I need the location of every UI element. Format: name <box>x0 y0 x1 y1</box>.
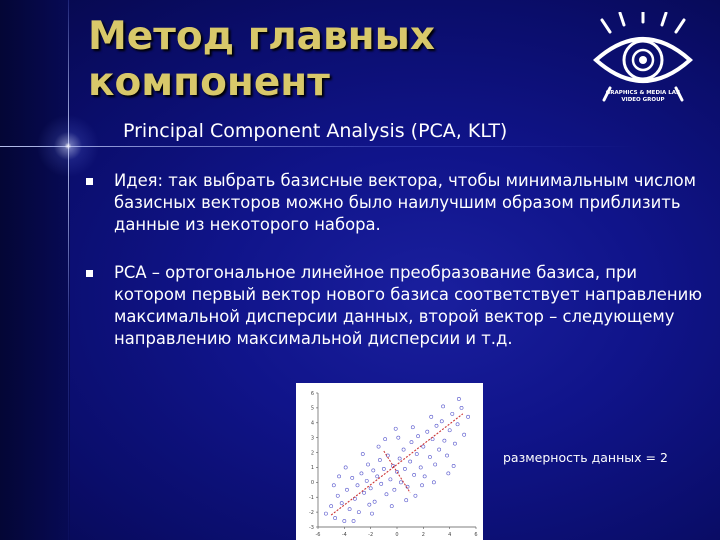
data-point <box>384 438 387 441</box>
data-point <box>413 473 416 476</box>
data-point <box>443 439 446 442</box>
data-point <box>422 445 425 448</box>
data-point <box>389 478 392 481</box>
data-point <box>377 445 380 448</box>
data-point <box>409 460 412 463</box>
title-line-1: Метод главных <box>88 14 436 59</box>
x-tick-label: 4 <box>448 532 452 538</box>
data-point <box>336 494 339 497</box>
data-point <box>405 499 408 502</box>
logo-caption-line-1: GRAPHICS & MEDIA LAB <box>605 90 681 96</box>
data-point <box>324 512 327 515</box>
data-point <box>378 458 381 461</box>
y-tick-label: 4 <box>310 420 314 427</box>
data-point <box>352 519 355 522</box>
data-point <box>441 405 444 408</box>
data-point <box>398 457 401 460</box>
data-point <box>393 488 396 491</box>
data-point <box>416 435 419 438</box>
scatter-plot <box>296 383 483 540</box>
data-point <box>440 420 443 423</box>
x-tick-label: 6 <box>474 532 478 538</box>
x-tick-label: -6 <box>315 532 321 538</box>
data-point <box>343 519 346 522</box>
data-point <box>332 484 335 487</box>
data-point <box>445 454 448 457</box>
data-point <box>448 429 451 432</box>
data-point <box>362 491 365 494</box>
data-point <box>451 412 454 415</box>
data-point <box>426 430 429 433</box>
data-point <box>410 441 413 444</box>
data-point <box>357 511 360 514</box>
x-tick-label: 0 <box>395 532 399 538</box>
y-tick-label: 6 <box>310 390 314 397</box>
data-point <box>467 415 470 418</box>
left-band <box>0 0 70 540</box>
data-point <box>390 505 393 508</box>
vertical-divider <box>68 0 69 540</box>
y-tick-label: -3 <box>309 524 314 531</box>
data-point <box>360 472 363 475</box>
data-point <box>438 448 441 451</box>
y-tick-label: 0 <box>310 480 314 487</box>
data-point <box>435 424 438 427</box>
data-point <box>361 452 364 455</box>
y-tick-label: -1 <box>309 495 314 502</box>
data-point <box>397 436 400 439</box>
y-tick-label: -2 <box>309 509 314 516</box>
data-point <box>345 488 348 491</box>
data-point <box>453 442 456 445</box>
data-point <box>403 467 406 470</box>
bullet-item <box>84 170 704 236</box>
data-point <box>415 452 418 455</box>
data-point <box>344 466 347 469</box>
data-point <box>394 427 397 430</box>
data-point <box>423 475 426 478</box>
data-point <box>365 479 368 482</box>
data-point <box>356 484 359 487</box>
bullet-list <box>84 170 704 350</box>
y-tick-label: 1 <box>310 465 314 472</box>
data-point <box>463 433 466 436</box>
data-point <box>402 448 405 451</box>
data-point <box>457 397 460 400</box>
data-point <box>370 512 373 515</box>
data-point <box>372 469 375 472</box>
data-point <box>447 472 450 475</box>
data-point <box>369 487 372 490</box>
data-point <box>434 463 437 466</box>
data-point <box>380 482 383 485</box>
data-point <box>330 505 333 508</box>
slide-subtitle: Principal Component Analysis (PCA, KLT) <box>123 120 508 142</box>
data-point <box>419 466 422 469</box>
data-point <box>428 455 431 458</box>
y-tick-label: 3 <box>310 435 314 442</box>
data-point <box>456 423 459 426</box>
data-point <box>460 406 463 409</box>
data-point <box>376 475 379 478</box>
x-tick-label: 2 <box>421 532 425 538</box>
data-point <box>340 502 343 505</box>
bullet-text: PCA – ортогональное линейное преобразование базиса, при котором первый вектор нового базиса соответствует направлению максимальной дисперсии данных, второй вектор – следующему направлению максимальной дисперсии и т.д. <box>114 263 703 348</box>
data-point <box>420 484 423 487</box>
data-point <box>351 476 354 479</box>
y-tick-label: 5 <box>310 405 314 412</box>
slide-title <box>88 14 435 106</box>
data-point <box>337 475 340 478</box>
data-point <box>432 481 435 484</box>
scatter-plot-panel <box>296 383 483 540</box>
bullet-square-icon <box>86 178 93 185</box>
bullet-square-icon <box>86 270 93 277</box>
data-point <box>414 494 417 497</box>
x-tick-label: -4 <box>341 532 347 538</box>
data-point <box>366 463 369 466</box>
data-point <box>430 415 433 418</box>
title-line-2: компонент <box>88 60 330 105</box>
data-point <box>373 500 376 503</box>
data-point <box>385 493 388 496</box>
logo-caption-line-2: VIDEO GROUP <box>621 97 665 103</box>
logo-caption <box>598 90 688 104</box>
data-point <box>411 426 414 429</box>
x-tick-label: -2 <box>368 532 374 538</box>
bullet-item <box>84 262 704 350</box>
data-point <box>348 508 351 511</box>
data-point <box>452 464 455 467</box>
data-point <box>382 467 385 470</box>
data-point <box>399 481 402 484</box>
y-tick-label: 2 <box>310 450 314 457</box>
data-point <box>334 516 337 519</box>
data-point <box>368 503 371 506</box>
bullet-text: Идея: так выбрать базисные вектора, чтобы минимальным числом базисных векторов можно было наилучшим образом приблизить данные из некоторого набора. <box>114 171 697 234</box>
data-dimension-note: размерность данных = 2 <box>503 450 668 465</box>
